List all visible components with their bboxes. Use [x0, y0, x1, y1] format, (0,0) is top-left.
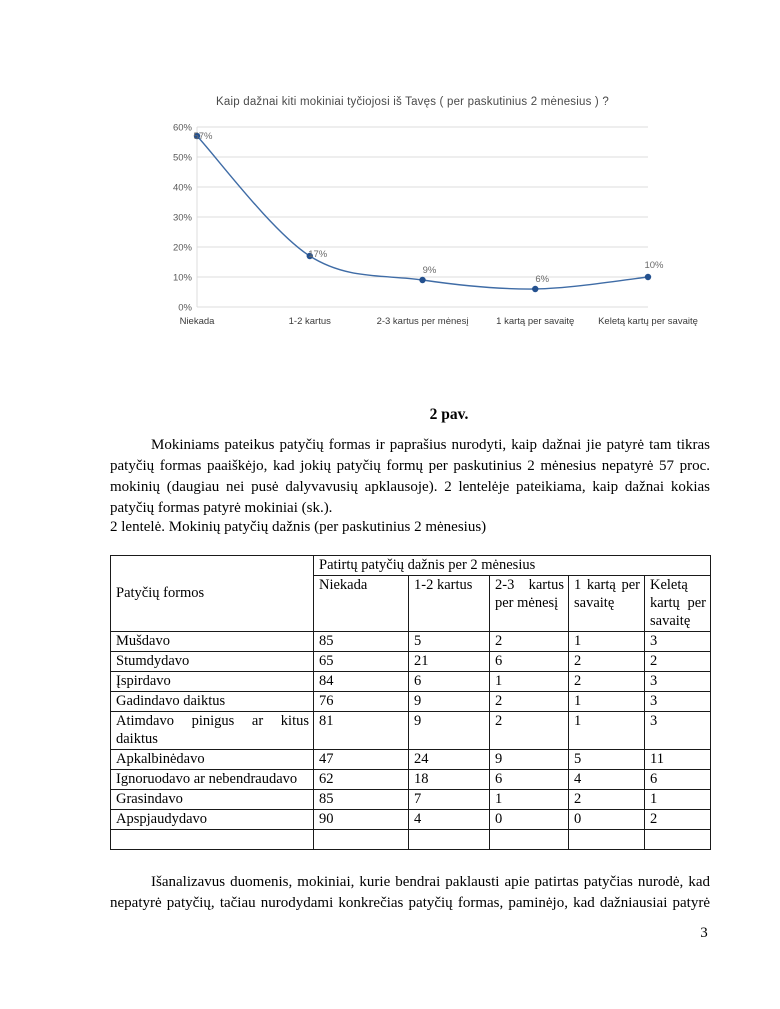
page-number: 3 [700, 925, 708, 941]
row-label: Stumdydavo [111, 652, 314, 672]
table-cell: 21 [409, 652, 490, 672]
row-label: Mušdavo [111, 632, 314, 652]
data-point-label: 9% [422, 265, 437, 276]
table-cell: 6 [490, 652, 569, 672]
table-cell: 65 [314, 652, 409, 672]
table-cell: 1 [645, 790, 711, 810]
table-cell: 62 [314, 770, 409, 790]
paragraph-2: Išanalizavus duomenis, mokiniai, kurie bendrai paklausti apie patirtas patyčias nurodė, kad nepatyrė patyčių, tačiau nurodydami konkrečias patyčių formas, paminėjo, kad dažniausiai patyrė [110, 874, 710, 911]
row-label: Grasindavo [111, 790, 314, 810]
table-cell: 3 [645, 712, 711, 750]
table-cell: 90 [314, 810, 409, 830]
x-axis-category-label: 1 kartą per savaitę [496, 316, 575, 327]
table-cell: 2 [569, 672, 645, 692]
y-axis-tick-label: 50% [172, 152, 192, 164]
chart-title: Kaip dažnai kiti mokiniai tyčiojosi iš Tavęs ( per paskutinius 2 mėnesius ) ? [216, 96, 609, 108]
table-cell: 2 [645, 652, 711, 672]
table-cell [314, 830, 409, 850]
table-cell: 76 [314, 692, 409, 712]
table-cell: 6 [409, 672, 490, 692]
table-cell: 5 [409, 632, 490, 652]
table-cell: 11 [645, 750, 711, 770]
bullying-frequency-table [110, 555, 711, 850]
table-cell: 3 [645, 672, 711, 692]
y-axis-tick-label: 30% [172, 212, 192, 224]
table-row [111, 790, 711, 810]
table-cell: 3 [645, 692, 711, 712]
table-row [111, 632, 711, 652]
table-cell: 5 [569, 750, 645, 770]
table-cell: 2 [645, 810, 711, 830]
column-header: 1 kartą per savaitę [569, 576, 645, 632]
table-cell: 2 [490, 632, 569, 652]
group-header: Patirtų patyčių dažnis per 2 mėnesius [314, 556, 711, 576]
table-cell: 9 [409, 712, 490, 750]
corner-header: Patyčių formos [111, 556, 314, 632]
column-header: Keletą kartų per savaitę [645, 576, 711, 632]
table-cell [645, 830, 711, 850]
row-label [111, 830, 314, 850]
table-cell: 85 [314, 790, 409, 810]
table-cell: 24 [409, 750, 490, 770]
y-axis-tick-label: 60% [172, 122, 192, 134]
table-cell: 1 [490, 790, 569, 810]
table-cell: 0 [490, 810, 569, 830]
table-cell: 6 [645, 770, 711, 790]
table-row [111, 672, 711, 692]
figure-caption: 2 pav. [429, 406, 469, 423]
paragraph-1: Mokiniams pateikus patyčių formas ir paprašius nurodyti, kaip dažnai jie patyrė tam tikras patyčių formas paaiškėjo, kad jokių patyčių formų per paskutinius 2 mėnesius nepatyrė 57 proc. mokinių (daugiau nei pusė dalyvavusių apklausoje). 2 lentelėje pateikiama, kaip dažnai kokias patyčių formas patyrė mokiniai (sk.). [110, 437, 710, 516]
data-point-label: 17% [308, 249, 328, 260]
table-cell: 2 [569, 652, 645, 672]
table-cell [569, 830, 645, 850]
row-label: Apkalbinėdavo [111, 750, 314, 770]
table-cell: 4 [409, 810, 490, 830]
table-cell [490, 830, 569, 850]
table-cell: 2 [490, 712, 569, 750]
table-header-row-group [111, 556, 711, 576]
data-point-label: 57% [193, 131, 213, 142]
x-axis-category-label: 2-3 kartus per mėnesį [376, 316, 469, 327]
y-axis-tick-label: 20% [172, 242, 192, 254]
y-axis-tick-label: 40% [172, 182, 192, 194]
row-label: Ignoruodavo ar nebendraudavo [111, 770, 314, 790]
data-point-label: 10% [644, 260, 664, 271]
table-row [111, 750, 711, 770]
table-caption: 2 lentelė. Mokinių patyčių dažnis (per paskutinius 2 mėnesius) [110, 519, 487, 535]
data-point-label: 6% [535, 274, 550, 285]
table-cell: 2 [490, 692, 569, 712]
data-point [419, 277, 425, 283]
table-cell: 81 [314, 712, 409, 750]
table-row [111, 712, 711, 750]
data-point [645, 274, 651, 280]
row-label: Apspjaudydavo [111, 810, 314, 830]
table-cell: 1 [569, 632, 645, 652]
table-cell: 9 [490, 750, 569, 770]
x-axis-category-label: Keletą kartų per savaitę [598, 316, 698, 327]
table-cell: 47 [314, 750, 409, 770]
table-cell: 4 [569, 770, 645, 790]
table-cell: 0 [569, 810, 645, 830]
column-header: 1-2 kartus [409, 576, 490, 632]
table-cell: 85 [314, 632, 409, 652]
table-cell: 1 [490, 672, 569, 692]
table-cell: 1 [569, 692, 645, 712]
table-cell: 6 [490, 770, 569, 790]
table-cell: 84 [314, 672, 409, 692]
table-row [111, 810, 711, 830]
table-cell: 2 [569, 790, 645, 810]
table-row [111, 830, 711, 850]
x-axis-category-label: 1-2 kartus [288, 316, 331, 327]
table-cell: 9 [409, 692, 490, 712]
table-cell: 1 [569, 712, 645, 750]
table-cell: 7 [409, 790, 490, 810]
table-row [111, 652, 711, 672]
row-label: Įspirdavo [111, 672, 314, 692]
row-label: Atimdavo pinigus ar kitus daiktus [111, 712, 314, 750]
line-chart [0, 0, 780, 345]
table-cell [409, 830, 490, 850]
y-axis-tick-label: 0% [178, 302, 192, 314]
table-row [111, 692, 711, 712]
row-label: Gadindavo daiktus [111, 692, 314, 712]
table-row [111, 770, 711, 790]
table-cell: 18 [409, 770, 490, 790]
x-axis-category-label: Niekada [179, 316, 215, 327]
column-header: 2-3 kartus per mėnesį [490, 576, 569, 632]
y-axis-tick-label: 10% [172, 272, 192, 284]
column-header: Niekada [314, 576, 409, 632]
table-cell: 3 [645, 632, 711, 652]
data-point [532, 286, 538, 292]
